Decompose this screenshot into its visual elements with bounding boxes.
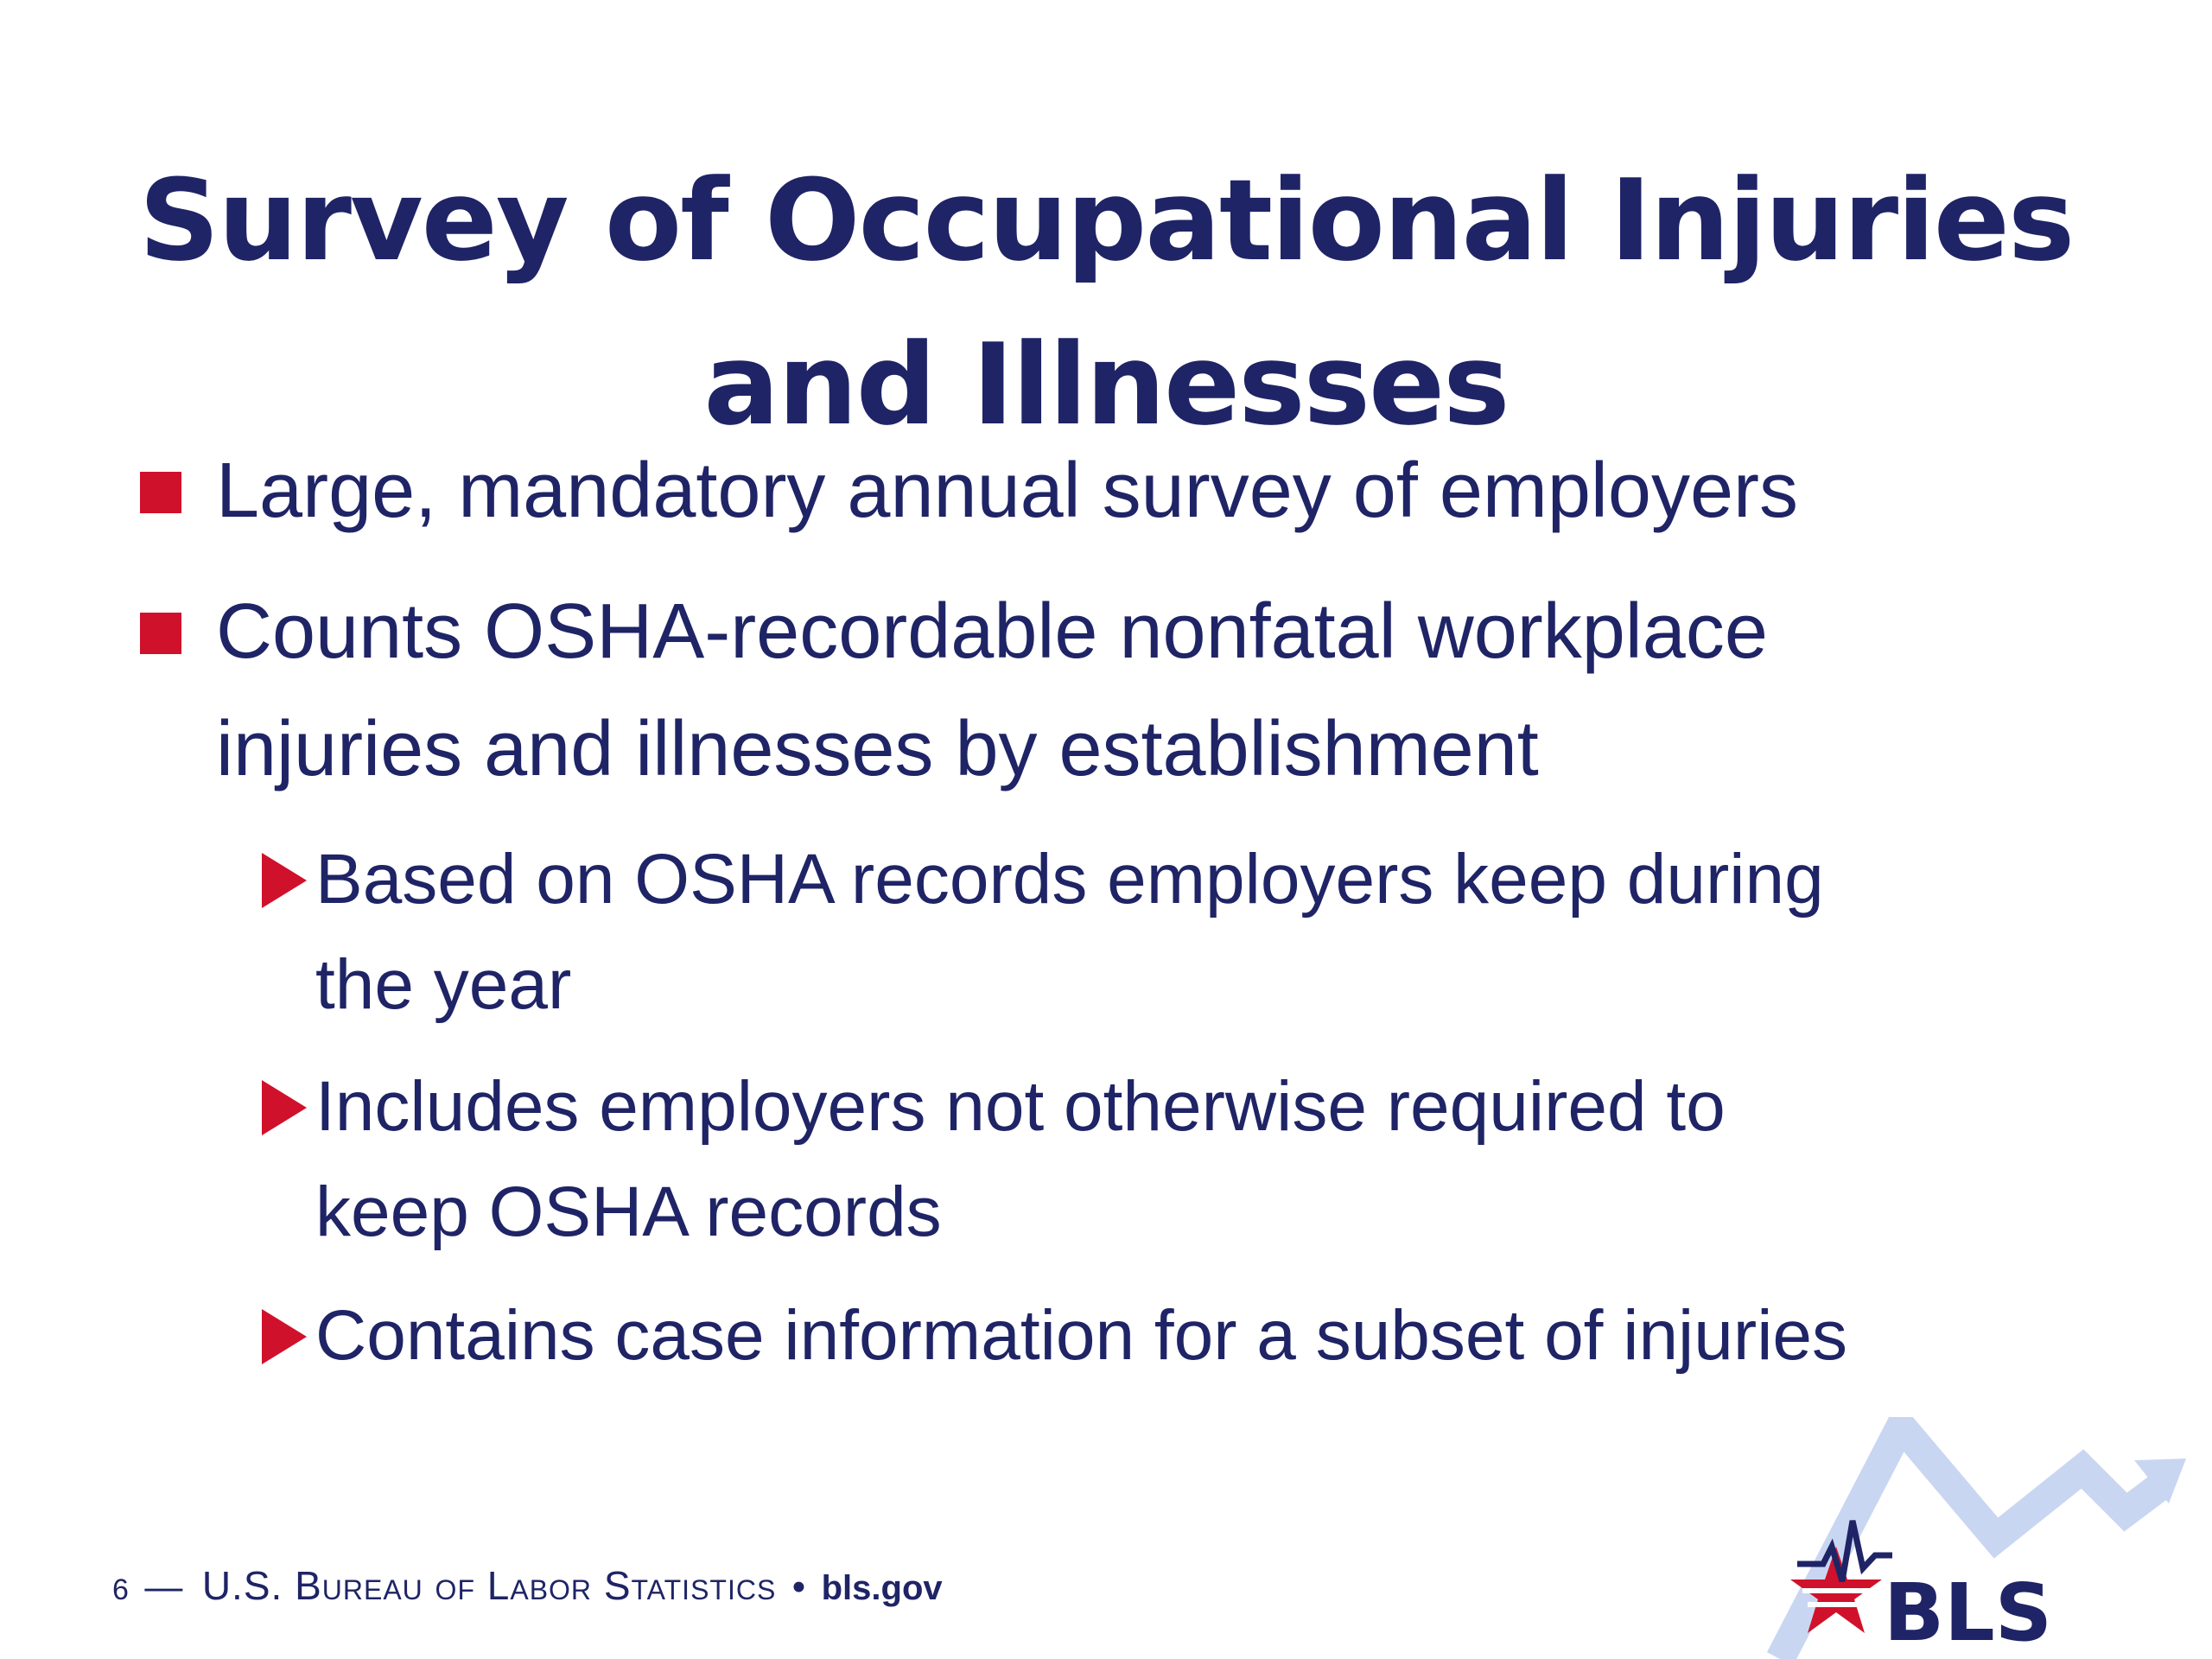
- title-line-1: Survey of Occupational Injuries: [138, 155, 2074, 286]
- footer-dash: —: [144, 1566, 183, 1608]
- sub-bullet-line: keep OSHA records: [315, 1173, 942, 1251]
- bullet-line: injuries and illnesses by establishment: [216, 706, 1539, 792]
- bullet-line: Large, mandatory annual survey of employers: [216, 448, 1798, 534]
- square-bullet-icon: [140, 472, 181, 513]
- footer-separator: •: [791, 1566, 806, 1608]
- page-number: 6: [112, 1573, 129, 1606]
- sub-bullet-line: the year: [315, 945, 572, 1024]
- triangle-bullet-icon: [262, 853, 307, 908]
- sub-bullet-item: [315, 827, 2130, 1038]
- footer: [112, 1562, 943, 1609]
- triangle-bullet-icon: [262, 1080, 307, 1135]
- bullet-line: Counts OSHA-recordable nonfatal workplace: [216, 588, 1768, 675]
- footer-agency: U.S. Bureau of Labor Statistics: [201, 1563, 777, 1608]
- sub-bullet-line: Based on OSHA records employers keep during: [315, 840, 1824, 918]
- triangle-bullet-icon: [262, 1309, 307, 1364]
- star-stripe: [1808, 1602, 1865, 1607]
- sub-bullet-item: [315, 1054, 2130, 1265]
- bls-wordmark: BLS: [1884, 1567, 2053, 1659]
- square-bullet-icon: [140, 613, 181, 654]
- bullet-item: [216, 573, 2117, 808]
- bullet-item: [216, 432, 2117, 550]
- title-line-2: and Illnesses: [703, 319, 1509, 450]
- sub-bullet-line: Contains case information for a subset of injuries: [315, 1296, 1848, 1375]
- footer-site: bls.gov: [821, 1569, 943, 1607]
- bls-logo-icon: [1763, 1417, 2195, 1659]
- sub-bullet-line: Includes employers not otherwise required to: [315, 1067, 1726, 1146]
- sub-bullet-item: [315, 1283, 2130, 1389]
- star-stripe: [1802, 1588, 1872, 1593]
